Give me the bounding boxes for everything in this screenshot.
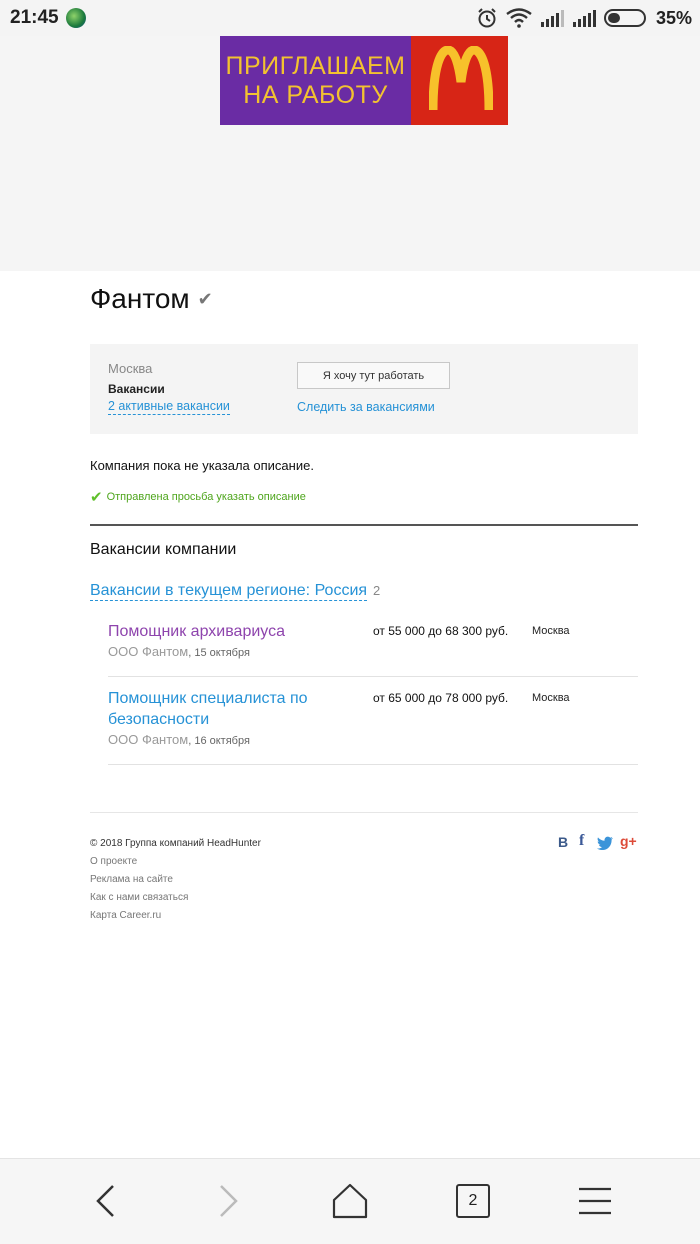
home-icon [332, 1183, 368, 1219]
request-sent-notice [90, 488, 306, 506]
ad-logo-block [411, 36, 508, 125]
active-vacancies-link[interactable]: 2 активные вакансии [108, 399, 230, 413]
request-sent-text: Отправлена просьба указать описание [106, 491, 306, 503]
mcdonalds-logo-icon [429, 46, 493, 112]
vacancy-city: Москва [532, 625, 570, 637]
battery-icon [604, 9, 646, 27]
vacancy-company [108, 644, 250, 659]
vacancy-city: Москва [532, 692, 570, 704]
follow-vacancies-link[interactable]: Следить за вакансиями [297, 400, 435, 414]
footer-link-ads[interactable]: Реклама на сайте [90, 874, 173, 885]
company-city: Москва [108, 361, 153, 376]
footer-link-contact[interactable]: Как с нами связаться [90, 892, 189, 903]
wifi-icon [506, 8, 532, 28]
home-button[interactable] [330, 1181, 370, 1221]
vacancies-section-title: Вакансии компании [90, 541, 237, 558]
signal-icon [540, 9, 564, 27]
forward-arrow-icon [216, 1184, 240, 1218]
back-arrow-icon [94, 1184, 118, 1218]
vacancy-company [108, 732, 250, 747]
menu-button[interactable] [575, 1181, 615, 1221]
twitter-icon[interactable] [597, 836, 613, 850]
vacancy-separator [108, 764, 638, 765]
company-name: Фантом [90, 283, 190, 314]
tabs-count: 2 [456, 1184, 490, 1218]
region-vacancies-count: 2 [373, 583, 381, 598]
vacancy-title-line: Помощник архивариуса [108, 623, 286, 640]
battery-percent: 35% [655, 7, 692, 28]
success-check-icon: ✔ [90, 489, 103, 506]
page-title [90, 283, 213, 315]
signal-icon-2 [572, 9, 596, 27]
vacancy-title-link[interactable] [108, 688, 348, 730]
section-divider [90, 524, 638, 526]
vacancy-date: , 15 октября [188, 647, 250, 659]
vacancy-company-name: ООО Фантом [108, 732, 189, 747]
region-row [90, 582, 380, 601]
facebook-icon[interactable]: f [579, 832, 585, 849]
tabs-button[interactable] [453, 1181, 493, 1221]
alarm-icon [476, 7, 498, 29]
footer-link-about[interactable]: О проекте [90, 856, 138, 867]
description-empty-text: Компания пока не указала описание. [90, 458, 314, 473]
status-bar [0, 0, 700, 36]
verified-check-icon: ✔ [197, 288, 213, 309]
vacancy-title-link[interactable] [108, 621, 348, 642]
company-info-box [90, 344, 638, 434]
footer-copyright: © 2018 Группа компаний HeadHunter [90, 838, 261, 849]
vacancy-salary: от 55 000 до 68 300 руб. [373, 624, 509, 638]
browser-navbar [0, 1158, 700, 1244]
vk-icon[interactable]: B [558, 834, 569, 850]
region-vacancies-link[interactable]: Вакансии в текущем регионе: Россия [90, 582, 368, 599]
vacancy-salary: от 65 000 до 78 000 руб. [373, 691, 509, 705]
status-icons [476, 6, 692, 30]
forward-button[interactable] [208, 1181, 248, 1221]
vacancy-date: , 16 октября [188, 735, 250, 747]
want-to-work-button[interactable]: Я хочу тут работать [297, 362, 450, 389]
footer-link-sitemap[interactable]: Карта Career.ru [90, 910, 162, 921]
footer-divider [90, 812, 638, 813]
vacancy-company-name: ООО Фантом [108, 644, 189, 659]
vacancies-label: Вакансии [108, 382, 165, 396]
vacancy-title-line: безопасности [108, 711, 210, 728]
app-notification-icon [66, 8, 86, 28]
ad-line-2: НА РАБОТУ [243, 80, 388, 109]
ad-text-block [220, 36, 411, 125]
google-plus-icon[interactable]: g+ [620, 833, 637, 849]
ad-area [0, 36, 700, 271]
vacancy-title-line: Помощник специалиста по [108, 690, 308, 707]
ad-line-1: ПРИГЛАШАЕМ [225, 51, 406, 80]
status-time: 21:45 [10, 7, 59, 28]
vacancy-separator [108, 676, 638, 677]
back-button[interactable] [86, 1181, 126, 1221]
hamburger-menu-icon [578, 1186, 612, 1216]
ad-banner[interactable] [220, 36, 508, 125]
